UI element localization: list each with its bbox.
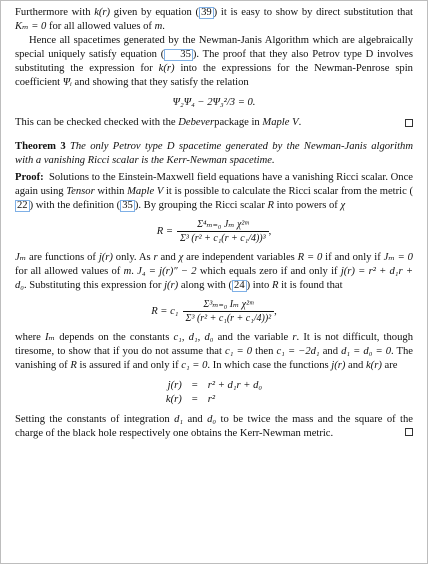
equation-ref-link[interactable]: 22: [17, 200, 28, 211]
qed-square-icon: [405, 119, 413, 127]
proof-heading: Proof:: [15, 172, 44, 183]
aligned-row: k(r) = r²: [165, 394, 216, 405]
qed-square-icon: [405, 428, 413, 436]
paragraph-6: Setting the constants of integration d₁ and d₀ to be twice the mass and the square of the charge of the black hole respectively one obtains the Kerr-Newman metric.: [15, 414, 413, 439]
fraction: $\frac{\text{Σ⁴ₘ₌₀ Jₘ χ²ᵐ}}{\text{Σ³ (r² + c₁(r + c₁/4))³}}$: [177, 219, 269, 245]
paragraph-4: Jₘ are functions of j(r) only. As r and χ are independent variables R = 0 if and only if Jₘ = 0 for all allowed values of m. J₄ = j(r)″ − 2 which equals zero if and only if j(r) = r² + d₁r + d₀. Substituting this expression for j(r) along with ( 24 ) into R it is found that: [15, 252, 413, 291]
paragraph-1: Furthermore with k(r) given by equation ( 39 ) it is easy to show by direct substitution that Kₘ = 0 for all allowed values of m.: [15, 7, 413, 32]
theorem-heading: Theorem 3: [15, 141, 66, 152]
equation-ref-link[interactable]: 35: [164, 49, 193, 61]
paragraph-2: Hence all spacetimes generated by the Newman-Janis Algorithm which are algebraically special uniquely satisfy equation ( 35 ). The proof that they also Petrov type D involves substituting the expression for k(r) into the expressions for the Newman-Penrose spin coefficient Ψᵢ and showing that they satisfy the relation: [15, 35, 413, 88]
proof-paragraph: Proof: Solutions to the Einstein-Maxwell field equations have a vanishing Ricci scalar. Once again using Tensor within Maple V it is possible to calculate the Ricci scalar from the metric (22 ) with the definition ( 35 ). By grouping the Ricci scalar R into powers of χ: [15, 172, 414, 211]
equation-ref-link[interactable]: 24: [234, 280, 245, 291]
fraction: $\frac{\text{Σ³ₘ₌₀ Iₘ χ²ᵐ}}{\text{Σ³ (r² + c₁(r + c₁/4))²}}$: [183, 299, 275, 325]
equation-ref-link[interactable]: 35: [122, 200, 133, 211]
ricci-equation-1: R = $\frac{\text{Σ⁴ₘ₌₀ Jₘ χ²ᵐ}}{\text{Σ³ (r² + c₁(r + c₁/4))³}}$ ,: [156, 219, 272, 244]
ricci-equation-2: R = c₁ $\frac{\text{Σ³ₘ₌₀ Iₘ χ²ᵐ}}{\text{Σ³ (r² + c₁(r + c₁/4))²}}$ ,: [151, 299, 277, 324]
paragraph-3: This can be checked checked with the Debeverpackage in Maple V.: [15, 116, 413, 130]
theorem-3: Theorem 3 The only Petrov type D spacetime generated by the Newman-Janis algorithm with a vanishing Ricci scalar is the Kerr-Newman spacetime.: [15, 141, 413, 166]
psi-equation: Ψ₂Ψ₄ − 2Ψ₃²/3 = 0.: [172, 97, 256, 108]
aligned-equations: [15, 379, 413, 407]
paragraph-5: where Iₘ depends on the constants c₁, d₁, d₀ and the variable r. It is not difficult, though tiresome, to show that if you do not assume that c₁ = 0 then c₁ = −2d₁ and d₁ = d₀ = 0. The vanishing of R is assured if and only if c₁ = 0. In which case the functions j(r) and k(r) are: [15, 332, 414, 371]
equation-ref-link[interactable]: 39: [201, 7, 212, 18]
aligned-row: j(r) = r² + d₁r + d₀: [167, 380, 263, 391]
